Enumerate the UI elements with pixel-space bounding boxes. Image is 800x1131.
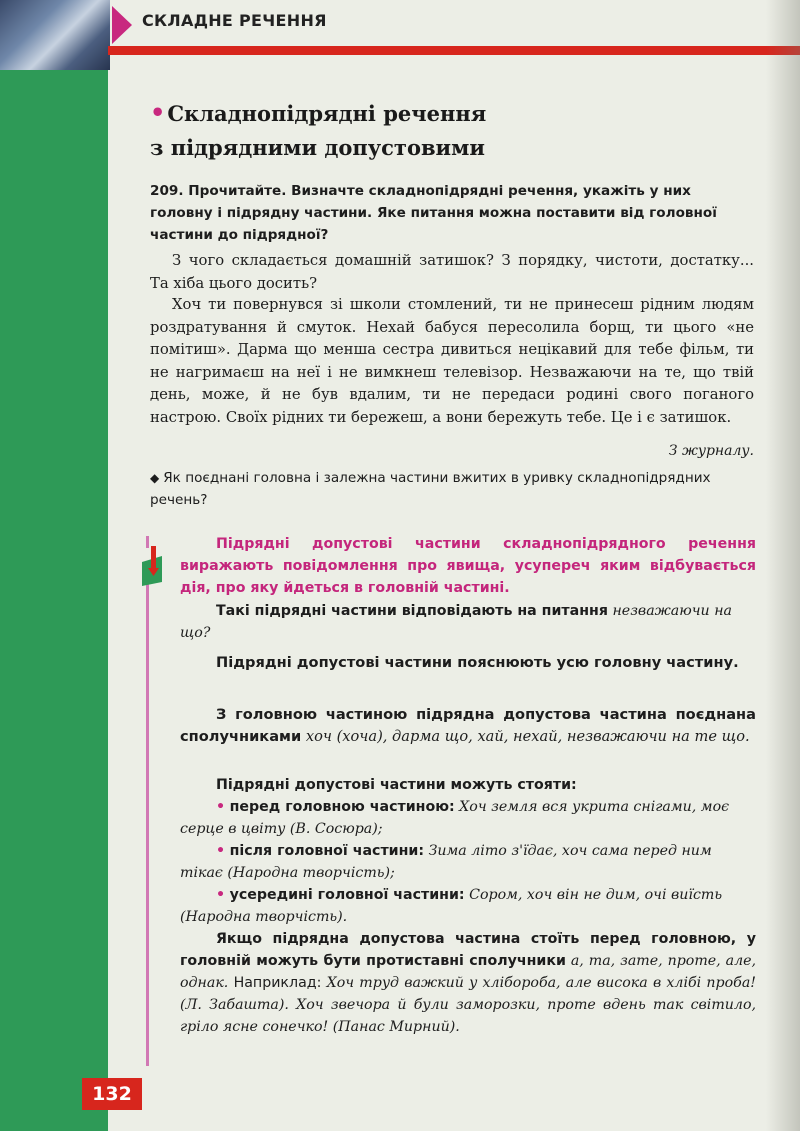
rule-explains: Підрядні допустові частини пояснюють усю головну частину. xyxy=(216,654,739,671)
diamond-icon: ◆ xyxy=(150,471,160,485)
final-example-label: Наприклад: xyxy=(233,975,322,991)
rule-highlight: Підрядні допустові частини складнопідрядного речення виражають повідомлення про явища, усупереч яким відбувається дія, про яку йдеться в головній частині. xyxy=(180,536,756,596)
rule-linked-conj: хоч (хоча), дарма що, хай, нехай, незважаючи на те що. xyxy=(305,728,750,745)
title-bullet-icon: • xyxy=(150,98,166,127)
pos2-label: після головної частини: xyxy=(229,843,425,859)
final-bold: Якщо підрядна допустова частина стоїть перед головною, у головній можуть бути протиставні сполучники xyxy=(180,931,756,969)
bullet-icon: • xyxy=(216,887,226,903)
pos2-example: Зима літо з'їдає, хоч сама перед ним тікає (Народна творчість); xyxy=(180,843,712,881)
pos3-example: Сором, хоч він не дим, очі виїсть (Народна творчість). xyxy=(180,887,723,925)
page-edge-shadow xyxy=(766,0,800,1131)
section-header: СКЛАДНЕ РЕЧЕННЯ xyxy=(142,11,327,30)
final-conj: а, та, зате, проте, але, однак. xyxy=(180,953,757,991)
pos1-label: перед головною частиною: xyxy=(229,799,455,815)
bullet-icon: • xyxy=(216,799,226,815)
rule-answers-question: незважаючи на що? xyxy=(180,603,733,641)
rule-position-1 xyxy=(180,796,756,840)
rule-answers xyxy=(180,600,756,644)
header-arrow-icon xyxy=(112,6,132,44)
final-example: Хоч труд важкий у хлібороба, але висока в хлібі проба! (Л. Забашта). Хоч звечора й були заморозки, проте вдень так світило, гріло ясне сонечко! (Панас Мирний). xyxy=(180,975,757,1035)
page-title xyxy=(150,96,486,165)
rule-border xyxy=(146,536,169,1066)
title-line-1: Складнопідрядні речення xyxy=(167,101,487,126)
rule-linked xyxy=(180,704,756,748)
exercise-task-text: Прочитайте. Визначте складнопідрядні речення, укажіть у них головну і підрядну частини. Яке питання можна поставити від головної частини до підрядної? xyxy=(150,183,717,243)
corner-photo xyxy=(0,0,110,70)
rule-position-intro: Підрядні допустові частини можуть стояти: xyxy=(216,777,577,793)
rule-position-2 xyxy=(180,840,756,884)
bullet-icon: • xyxy=(216,843,226,859)
exercise-question-text: Як поєднані головна і залежна частини вжитих в уривку складнопідрядних речень? xyxy=(150,470,711,508)
page-number: 132 xyxy=(82,1078,142,1110)
rule-flag-icon xyxy=(134,540,174,590)
title-line-2: з підрядними допустовими xyxy=(150,135,485,160)
pos1-example: Хоч земля вся укрита снігами, моє серце в цвіту (В. Сосюра); xyxy=(180,799,730,837)
exercise-paragraph-2: Хоч ти повернувся зі школи стомлений, ти не принесеш рідним людям роздратування й смуток. Нехай бабуся пересолила борщ, ти цього «не помітиш». Дарма що менша сестра дивиться нецікавий для тебе фільм, ти не нагримаєш на неї і не вимкнеш телевізор. Незважаючи на те, що твій день, може, й не був вдалим, ти не передаси родині свого поганого настрою. Своїх рідних ти бережеш, а вони бережуть тебе. Це і є затишок. xyxy=(150,296,754,426)
pos3-label: усередині головної частини: xyxy=(229,887,465,903)
rule-linked-text: З головною частиною підрядна допустова частина поєднана сполучниками xyxy=(180,706,756,745)
exercise-number: 209. xyxy=(150,183,184,199)
exercise-source: З журналу. xyxy=(668,443,754,459)
exercise-paragraph-1: З чого складається домашній затишок? З порядку, чистоти, достатку... Та хіба цього досить? xyxy=(150,252,754,292)
rule-final xyxy=(180,928,756,1038)
green-margin-strip xyxy=(0,60,108,1131)
exercise-question xyxy=(150,467,754,511)
exercise-task xyxy=(150,180,754,246)
header-red-line xyxy=(108,46,800,55)
rule-answers-text: Такі підрядні частини відповідають на питання xyxy=(216,603,608,619)
rule-position-3 xyxy=(180,884,756,928)
